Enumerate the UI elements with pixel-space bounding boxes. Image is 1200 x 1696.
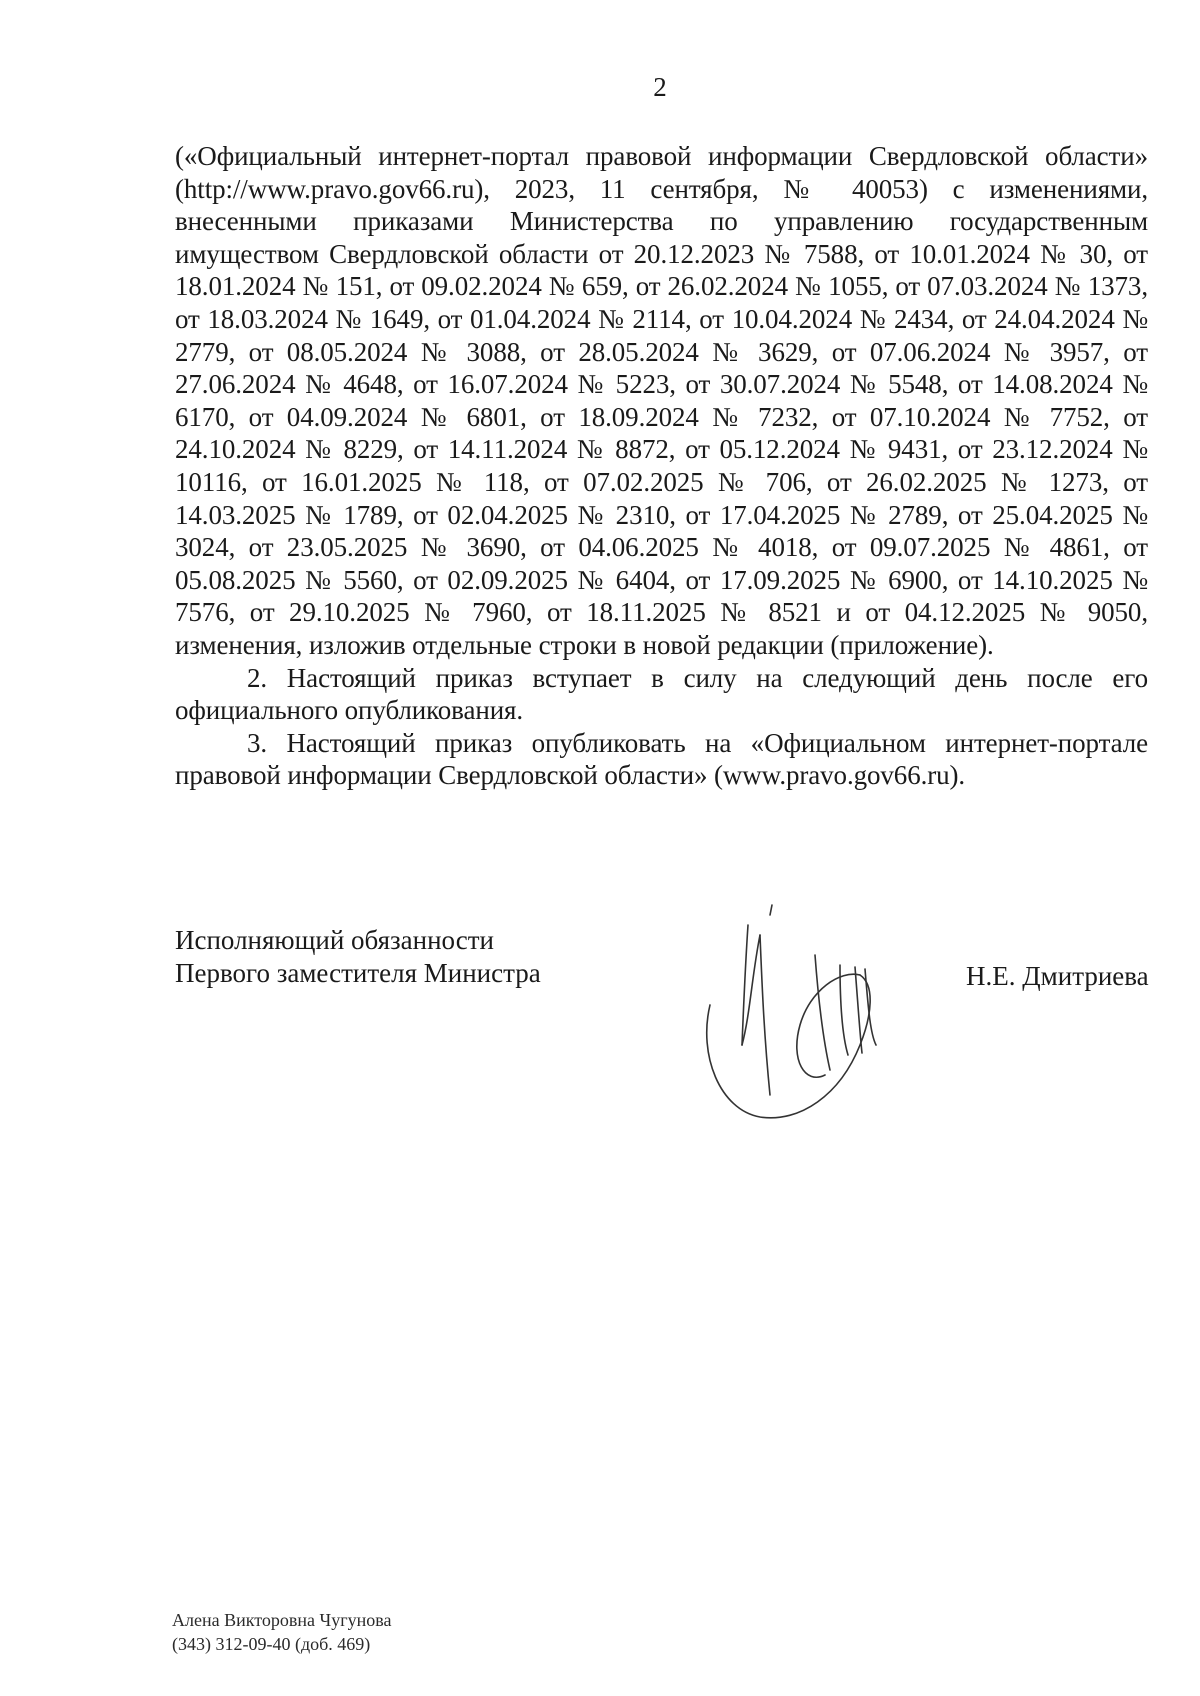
paragraph-amendments: («Официальный интернет-портал правовой информации Свердловской области» (http://www.pravo.gov66.ru), 2023, 11 сентября, № 40053) с изменениями, внесенными приказами Министерства по управлению государственным имуществом Свердловской области от 20.12.2023 № 7588, от 10.01.2024 № 30, от 18.01.2024 № 151, от 09.02.2024 № 659, от 26.02.2024 № 1055, от 07.03.2024 № 1373, от 18.03.2024 № 1649, от 01.04.2024 № 2114, от 10.04.2024 № 2434, от 24.04.2024 № 2779, от 08.05.2024 № 3088, от 28.05.2024 № 3629, от 07.06.2024 № 3957, от 27.06.2024 № 4648, от 16.07.2024 № 5223, от 30.07.2024 № 5548, от 14.08.2024 № 6170, от 04.09.2024 № 6801, от 18.09.2024 № 7232, от 07.10.2024 № 7752, от 24.10.2024 № 8229, от 14.11.2024 № 8872, от 05.12.2024 № 9431, от 23.12.2024 № 10116, от 16.01.2025 № 118, от 07.02.2025 № 706, от 26.02.2025 № 1273, от 14.03.2025 № 1789, от 02.04.2025 № 2310, от 17.04.2025 № 2789, от 25.04.2025 № 3024, от 23.05.2025 № 3690, от 04.06.2025 № 4018, от 09.07.2025 № 4861, от 05.08.2025 № 5560, от 02.09.2025 № 6404, от 17.09.2025 № 6900, от 14.10.2025 № 7576, от 29.10.2025 № 7960, от 18.11.2025 № 8521 и от 04.12.2025 № 9050, изменения, изложив отдельные строки в новой редакции (приложение). [175,141,1148,660]
paragraph-effective-date: 2. Настоящий приказ вступает в силу на следующий день после его официального опубликования. [175,662,1148,726]
position-line-1: Исполняющий обязанности [175,925,494,955]
handwritten-signature [690,895,950,1135]
executor-name: Алена Викторовна Чугунова [172,1610,392,1630]
signatory-name: Н.Е. Дмитриева [966,961,1149,991]
executor-footer [172,1608,391,1656]
executor-phone: (343) 312-09-40 (доб. 469) [172,1634,371,1654]
paragraph-publication: 3. Настоящий приказ опубликовать на «Официальном интернет-портале правовой информации Свердловской области» (www.pravo.gov66.ru). [175,727,1148,791]
document-body [175,140,1148,792]
signatory-position [175,924,541,989]
page-number: 2 [653,72,667,102]
position-line-2: Первого заместителя Министра [175,957,541,988]
